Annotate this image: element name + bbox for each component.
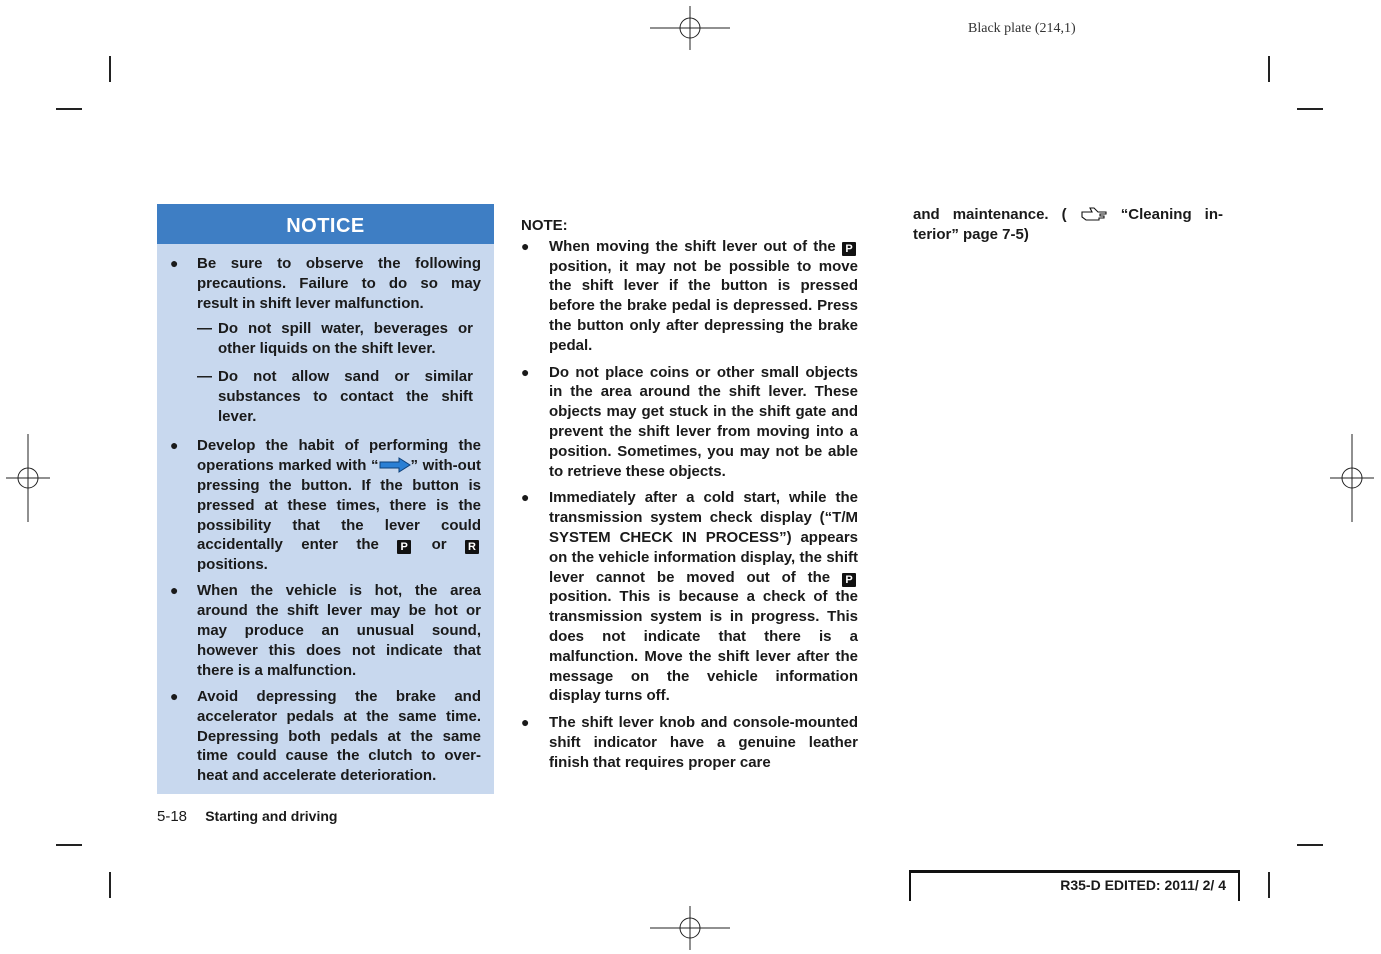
note-bullet-text: When moving the shift lever out of the: [549, 237, 836, 255]
note-heading: NOTE:: [521, 217, 568, 234]
notice-bullet: [157, 581, 494, 680]
notice-sub-item: [157, 319, 494, 359]
notice-sub-text: Do not spill water, beverages or other liquids on the shift lever.: [218, 320, 473, 358]
park-position-icon: P: [842, 573, 856, 587]
notice-sub-item: [157, 367, 494, 426]
note-bullet: [521, 237, 858, 356]
bullet-icon: ●: [521, 489, 530, 506]
registration-mark-icon: [6, 434, 50, 522]
note-bullet: [521, 363, 858, 482]
notice-body: [157, 254, 494, 792]
page-number: 5-18: [157, 808, 188, 825]
notice-bullet-text: or: [431, 536, 447, 554]
crop-mark: [56, 844, 82, 846]
notice-bullet: [157, 436, 494, 575]
crop-mark: [1268, 872, 1270, 898]
note-bullet-text: Immediately after a cold start, while the transmission system check display (“T/M SYSTEM CHECK IN PROCESS”) appears on the vehicle information display, the shift lever cannot be moved out of the: [549, 489, 858, 586]
dash-glyph: —: [197, 320, 212, 338]
section-title: Starting and driving: [205, 808, 338, 824]
bullet-icon: ●: [521, 714, 530, 731]
note-bullet-text: position, it may not be possible to move the shift lever if the button is pressed before the brake pedal is depressed. Press the button only after depressing the brake pedal.: [549, 257, 858, 354]
notice-bullet-text: Avoid depressing the brake and accelerator pedals at the same time. Depressing both pedals at the same time could cause the clutch to over-heat and accelerate deterioration.: [197, 687, 481, 785]
notice-bullet: [157, 254, 494, 426]
note-bullet: [521, 713, 858, 772]
park-position-icon: P: [397, 540, 411, 554]
notice-bullet-text: Develop the habit of performing the operations marked with “: [197, 437, 481, 475]
edited-stamp: [909, 870, 1240, 901]
note-bullet-text: position. This is because a check of the transmission system is in progress. This does not indicate that there is a malfunction. Move the shift lever after the message on the vehicle information display turns off.: [549, 588, 858, 705]
crop-mark: [1297, 844, 1323, 846]
note-bullet-text: Do not place coins or other small objects in the area around the shift lever. These objects may get stuck in the shift gate and prevent the shift lever from moving into a position. Sometimes, you may not be able to retrieve these objects.: [549, 363, 858, 480]
continuation-link[interactable]: “Cleaning in-terior” page 7-5): [913, 206, 1223, 243]
edited-label: R35-D EDITED: 2011/ 2/ 4: [1060, 877, 1226, 893]
crop-mark: [1297, 108, 1323, 110]
notice-bullet-text: Be sure to observe the following precautions. Failure to do so may result in shift lever malfunction.: [197, 255, 481, 312]
notice-bullet-text: positions.: [197, 556, 268, 574]
notice-bullet: [157, 687, 494, 786]
notice-heading: NOTICE: [157, 204, 494, 244]
park-position-icon: P: [842, 242, 856, 256]
dash-glyph: —: [197, 367, 212, 385]
crop-mark: [109, 872, 111, 898]
notice-bullet-text: ” with-out pressing the button. If the button is pressed at these times, there is the possibility that the lever could accidentally enter the: [197, 457, 481, 554]
plate-label: Black plate (214,1): [968, 21, 1076, 36]
crop-mark: [56, 108, 82, 110]
stamp-border: [1238, 873, 1240, 901]
stamp-border: [909, 873, 911, 901]
continuation-text: and maintenance. (: [913, 206, 1067, 223]
notice-bullet-text: When the vehicle is hot, the area around the shift lever may be hot or may produce an unusual sound, however this does not indicate that there is a malfunction.: [197, 582, 481, 679]
bullet-icon: ●: [170, 687, 179, 704]
reverse-position-icon: R: [465, 540, 479, 554]
hand-pointer-icon: [1080, 206, 1108, 222]
registration-mark-icon: [1330, 434, 1374, 522]
bullet-icon: ●: [521, 237, 530, 254]
note-column: [521, 216, 858, 780]
registration-mark-icon: [650, 6, 730, 50]
continuation-column: [913, 205, 1223, 245]
notice-sub-text: Do not allow sand or similar substances to contact the shift lever.: [218, 367, 473, 425]
notice-box: [157, 204, 494, 794]
crop-mark: [109, 56, 111, 82]
note-bullet: [521, 488, 858, 706]
bullet-icon: ●: [170, 582, 179, 599]
crop-mark: [1268, 56, 1270, 82]
bullet-icon: ●: [170, 255, 179, 271]
bullet-icon: ●: [170, 437, 179, 454]
registration-mark-icon: [650, 906, 730, 950]
bullet-icon: ●: [521, 363, 530, 380]
page-footer: [157, 808, 337, 825]
arrow-icon: [379, 457, 411, 473]
note-bullet-text: The shift lever knob and console-mounted shift indicator have a genuine leather finish that requires proper care: [549, 714, 858, 771]
